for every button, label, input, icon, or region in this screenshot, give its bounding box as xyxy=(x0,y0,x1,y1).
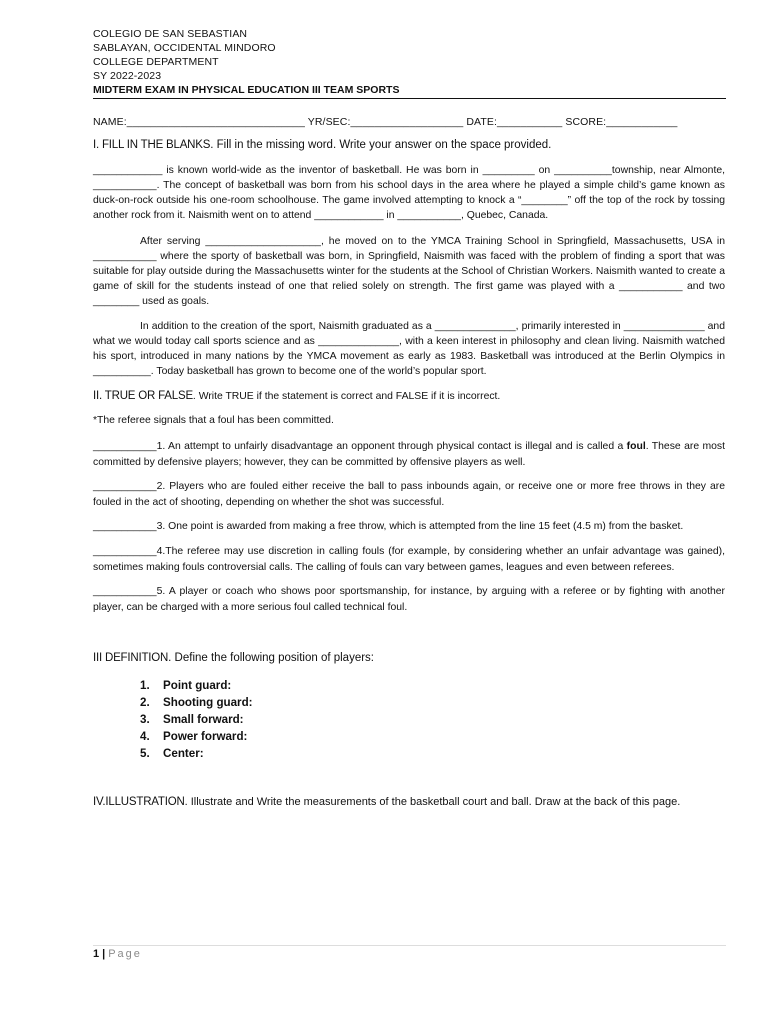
definition-item: 1. Point guard: xyxy=(140,679,232,692)
section-4-instruction: . Illustrate and Write the measurements of the basketball court and ball. Draw at the back of this page. xyxy=(184,796,681,808)
page-separator: | xyxy=(102,948,106,960)
section-1-title: I. FILL IN THE BLANKS xyxy=(93,139,211,151)
true-false-item-3: ___________3. One point is awarded from making a free throw, which is attempted from the line 15 feet (4.5 m) from the basket. xyxy=(93,521,684,532)
title-divider xyxy=(93,98,726,99)
page-footer xyxy=(93,948,142,960)
true-false-item-1 xyxy=(93,439,725,470)
item-1-text-start: ___________1. An attempt to unfairly disadvantage an opponent through physical contact is illegal and is called a xyxy=(93,441,627,452)
definition-item: 5. Center: xyxy=(140,747,204,760)
section-4-heading xyxy=(93,796,680,808)
school-header xyxy=(93,27,276,83)
section-3-heading xyxy=(93,652,374,664)
fill-blank-paragraph-2: After serving ____________________, he moved on to the YMCA Training School in Springfield, Massachusetts, USA in ___________ where the sporty of basketball was born, in Springfield, Naismith was faced with the problem of finding a sport that was suitable for play outside during the Massachusetts winter for the students at the School of Christian Workers. Naismith wanted to create a game of skill for the students instead of one that relied solely on strength. The first game was played with a ___________ and two ________ used as goals. xyxy=(93,236,725,307)
section-2-title: II. TRUE OR FALSE xyxy=(93,390,193,402)
fill-blank-paragraph-3: In addition to the creation of the sport, Naismith graduated as a ______________, primarily interested in ______________ and what we would today call sports science and as ______________, with a keen interest in philosophy and clean living. Naismith watched his sport, introduced in many nations by the YMCA movement as early as 1983. Basketball was introduced at the Berlin Olympics in __________. Today basketball has grown to become one of the world’s popular sport. xyxy=(93,321,725,377)
true-false-item-4: ___________4.The referee may use discretion in calling fouls (for example, by considering whether an unfair advantage was gained), sometimes making fouls controversial calls. The calling of fouls can vary between games, leagues and even between referees. xyxy=(93,546,725,573)
page-number: 1 xyxy=(93,948,100,960)
section-3-instruction: . Define the following position of players: xyxy=(168,652,374,664)
department-name: COLLEGE DEPARTMENT xyxy=(93,56,219,68)
item-1-text-end: . These are most committed by defensive players; however, they can be committed by offensive players as well. xyxy=(93,441,726,468)
definition-item: 3. Small forward: xyxy=(140,713,244,726)
school-name: COLEGIO DE SAN SEBASTIAN xyxy=(93,28,248,40)
section-2-heading xyxy=(93,390,500,402)
definition-list xyxy=(140,677,253,762)
referee-note: *The referee signals that a foul has been committed. xyxy=(93,415,334,426)
section-1-instruction: . Fill in the missing word. Write your answer on the space provided. xyxy=(210,139,552,151)
exam-title: MIDTERM EXAM IN PHYSICAL EDUCATION III TEAM SPORTS xyxy=(93,84,400,96)
student-info-line: NAME:______________________________ YR/SEC:___________________ DATE:___________ SCORE:____________ xyxy=(93,116,678,128)
section-4-title: IV.ILLUSTRATION xyxy=(93,796,185,808)
section-2-instruction: . Write TRUE if the statement is correct and FALSE if it is incorrect. xyxy=(192,391,501,402)
page-label: Page xyxy=(108,948,142,960)
true-false-item-5: ___________5. A player or coach who shows poor sportsmanship, for instance, by arguing with a referee or by fighting with another player, can be charged with a more serious foul called technical foul. xyxy=(93,586,725,613)
item-1-emphasis: foul xyxy=(626,441,646,452)
school-year: SY 2022-2023 xyxy=(93,70,162,82)
true-false-item-2: ___________2. Players who are fouled either receive the ball to pass inbounds again, or receive one or more free throws in they are fouled in the act of shooting, depending on whether the shot was successful. xyxy=(93,481,725,508)
section-1-heading xyxy=(93,139,551,151)
definition-item: 4. Power forward: xyxy=(140,730,248,743)
footer-divider xyxy=(93,945,726,946)
school-address: SABLAYAN, OCCIDENTAL MINDORO xyxy=(93,42,276,54)
section-3-title: III DEFINITION xyxy=(93,652,169,664)
definition-item: 2. Shooting guard: xyxy=(140,696,253,709)
fill-blank-paragraph-1: ____________ is known world-wide as the inventor of basketball. He was born in _________ on __________township, near Almonte, ___________. The concept of basketball was born from his school days in the area where he played a simple child’s game known as duck-on-rock outside his one-room schoolhouse. The game involved attempting to knock a “________” off the top of the rock by tossing another rock from it. Naismith went on to attend ____________ in ___________, Quebec, Canada. xyxy=(93,165,725,221)
